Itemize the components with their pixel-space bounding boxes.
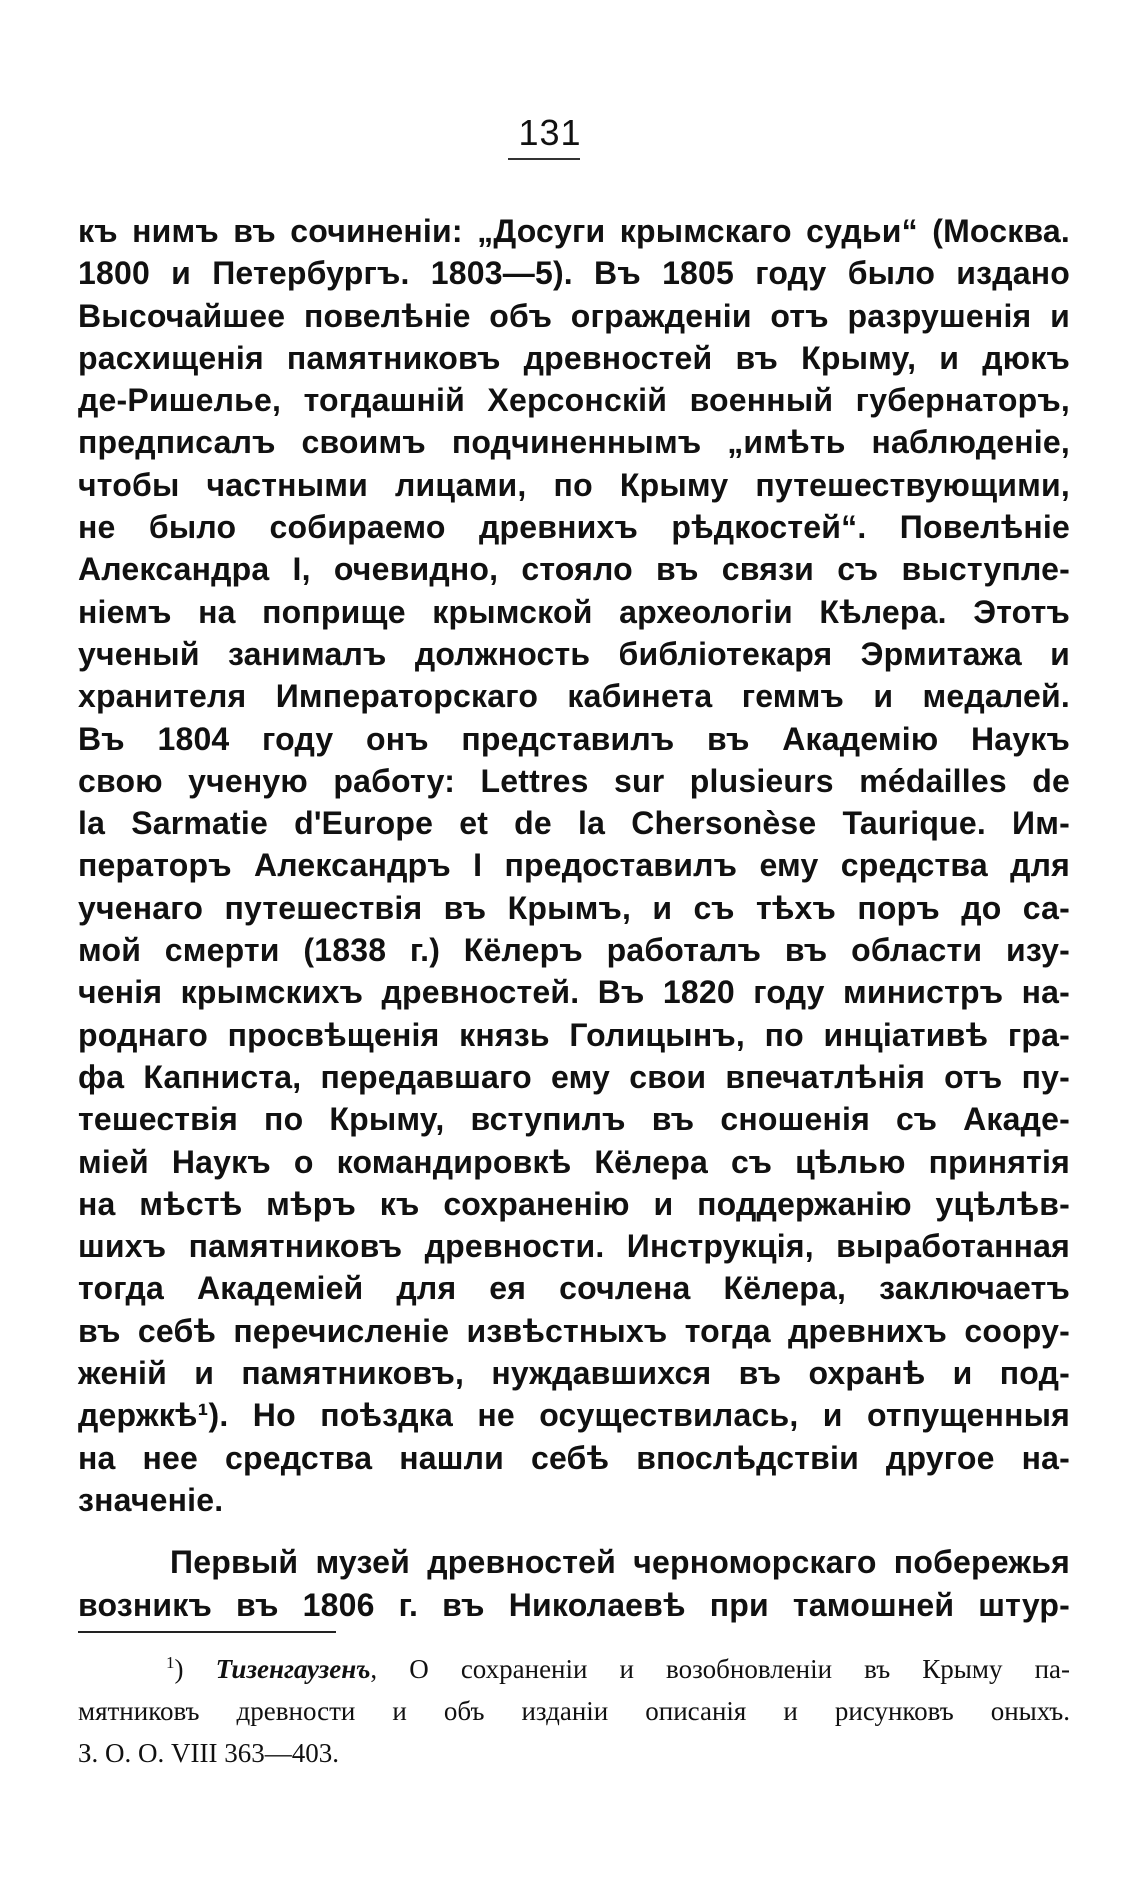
text-line: тогда Академіей для ея сочлена Кёлера, заключаетъ (78, 1270, 1070, 1307)
footnote-line (78, 1648, 1070, 1690)
text-line: хранителя Императорскаго кабинета геммъ и медалей. (78, 678, 1070, 715)
text-line: возникъ въ 1806 г. въ Николаевѣ при тамошней штур- (78, 1586, 1070, 1623)
footnote (78, 1648, 1070, 1774)
text-line: мой смерти (1838 г.) Кёлеръ работалъ въ области изу- (78, 932, 1070, 969)
text-line: чтобы частными лицами, по Крыму путешествующими, (78, 466, 1070, 503)
text-line: шихъ памятниковъ древности. Инструкція, выработанная (78, 1228, 1070, 1265)
text-line: къ нимъ въ сочиненіи: „Досуги крымскаго судьи“ (Москва. (78, 213, 1070, 249)
text-line: ученаго путешествія въ Крымъ, и съ тѣхъ поръ до са- (78, 889, 1070, 926)
text-line: Въ 1804 году онъ представилъ въ Академію Наукъ (78, 720, 1070, 757)
text-line: Высочайшее повелѣніе объ ограждeніи отъ разрушенія и (78, 297, 1070, 334)
text-line: la Sarmatie d'Europe et de la Chersonèse Taurique. Им- (78, 805, 1070, 842)
text-line: фа Капниста, передавшаго ему свои впечатлѣнія отъ пу- (78, 1058, 1070, 1095)
footnote-author: Тизенгаузенъ (215, 1654, 371, 1684)
text-line: ученый занималъ должность библіотекаря Эрмитажа и (78, 635, 1070, 672)
text-line: 1800 и Петербургъ. 1803—5). Въ 1805 году было издано (78, 255, 1070, 292)
text-line: свою ученую работу: Lettres sur plusieurs médailles de (78, 762, 1070, 799)
body-text (78, 210, 1070, 1626)
footnote-separator (78, 1631, 336, 1633)
text-line: на нее средства нашли себѣ впослѣдствіи другое на- (78, 1439, 1070, 1476)
footnote-line: З. О. О. VIII 363—403. (78, 1738, 339, 1768)
footnote-title: , О сохраненіи и возобновленіи въ Крыму па- (370, 1654, 1070, 1684)
page-number: 131 (518, 112, 582, 153)
text-line: тешествія по Крыму, вступилъ въ сношенія съ Акаде- (78, 1101, 1070, 1138)
text-line: предписалъ своимъ подчиненнымъ „имѣть наблюденіе, (78, 424, 1070, 461)
text-line: не было собираемо древнихъ рѣдкостей“. Повелѣніе (78, 509, 1070, 546)
text-line: расхищенія памятниковъ древностей въ Крыму, и дюкъ (78, 339, 1070, 376)
text-line: Первый музей древностей черноморскаго побережья (170, 1544, 1070, 1581)
text-line: на мѣстѣ мѣръ къ сохраненію и поддержанію уцѣлѣв- (78, 1185, 1070, 1222)
text-line: ператоръ Александръ I предоставилъ ему средства для (78, 847, 1070, 884)
text-line: держкѣ¹). Но поѣздка не осуществилась, и отпущенныя (78, 1397, 1070, 1434)
paragraph-gap (78, 1521, 1070, 1541)
text-line: міей Наукъ о командировкѣ Кёлера съ цѣлью принятія (78, 1143, 1070, 1180)
text-line: въ себѣ перечисленіе извѣстныхъ тогда древнихъ соору- (78, 1312, 1070, 1349)
footnote-marker: 1 (166, 1653, 175, 1672)
text-line: Александра I, очевидно, стояло въ связи съ выступле- (78, 551, 1070, 588)
text-line: де-Ришелье, тогдашній Херсонскій военный губернаторъ, (78, 382, 1070, 419)
footnote-line: мятниковъ древности и объ изданіи описанія и рисунковъ оныхъ. (78, 1696, 1070, 1726)
text-line: ченія крымскихъ древностей. Въ 1820 году министръ на- (78, 974, 1070, 1011)
text-line: женій и памятниковъ, нуждавшихся въ охранѣ и под- (78, 1355, 1070, 1392)
footnote-marker-paren: ) (174, 1654, 216, 1684)
text-line: роднаго просвѣщенія князь Голицынъ, по инціативѣ гра- (78, 1016, 1070, 1053)
page-number-underline (508, 158, 580, 160)
text-line: ніемъ на поприще крымской археологіи Кѣлера. Этотъ (78, 593, 1070, 630)
text-line: значеніе. (78, 1481, 224, 1518)
